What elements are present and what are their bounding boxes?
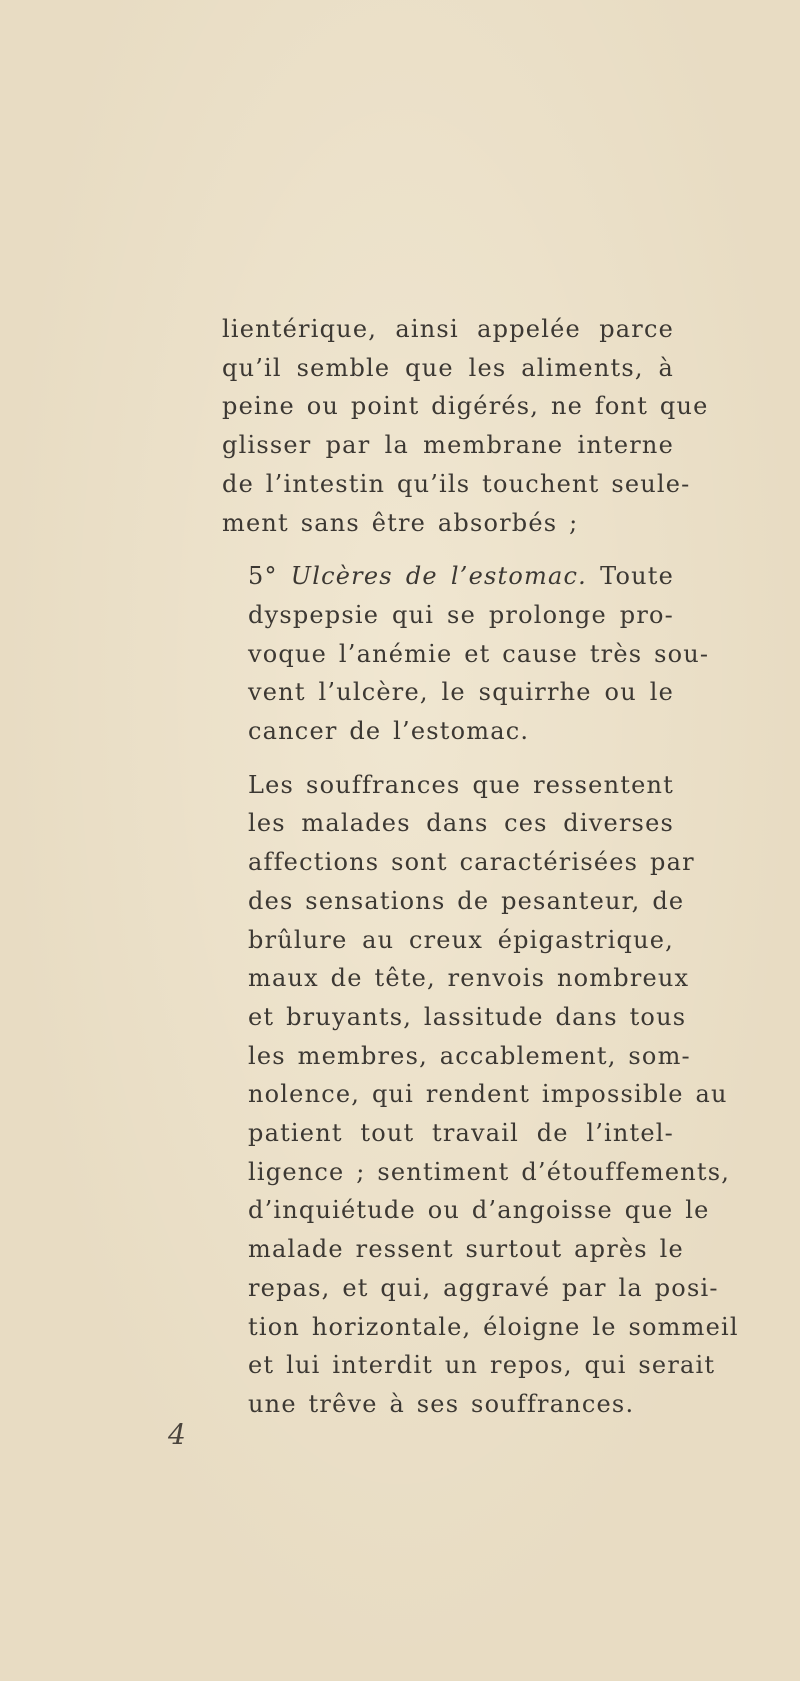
- item-number: 5°: [248, 562, 291, 591]
- text-line: nolence, qui rendent impossible au: [248, 1080, 728, 1109]
- text-line: affections sont caractérisées par: [248, 848, 695, 877]
- text-line: une trêve à ses souffrances.: [248, 1389, 635, 1418]
- text-line: malade ressent surtout après le: [248, 1235, 684, 1264]
- paragraph-ulceres: [222, 557, 710, 751]
- text-line: de l’intestin qu’ils touchent seule-: [222, 469, 691, 498]
- text-line: et lui interdit un repos, qui serait: [248, 1351, 716, 1380]
- text-line: voque l’anémie et cause très sou-: [248, 639, 710, 668]
- text-line: les malades dans ces diverses: [248, 809, 674, 838]
- text-line: ligence ; sentiment d’étouffements,: [248, 1157, 731, 1186]
- text-line: patient tout travail de l’intel-: [248, 1119, 674, 1148]
- text-line: tion horizontale, éloigne le sommeil: [248, 1312, 739, 1341]
- text-line: maux de tête, renvois nombreux: [248, 964, 690, 993]
- text-line: [222, 557, 674, 596]
- text-line: des sensations de pesanteur, de: [248, 886, 685, 915]
- text-line: Les souffrances que ressentent: [248, 770, 674, 799]
- text-line: ment sans être absorbés ;: [222, 508, 579, 537]
- body-text: [222, 310, 739, 1424]
- paragraph-lienterique: [222, 310, 709, 542]
- text-line: qu’il semble que les aliments, à: [222, 353, 674, 382]
- paragraph-souffrances: [222, 766, 739, 1424]
- text-fragment: Toute: [587, 562, 675, 591]
- text-line: d’inquiétude ou d’angoisse que le: [248, 1196, 710, 1225]
- section-heading-italic: Ulcères de l’estomac.: [290, 562, 587, 591]
- text-line: cancer de l’estomac.: [248, 717, 530, 746]
- text-line: peine ou point digérés, ne font que: [222, 392, 709, 421]
- text-line: et bruyants, lassitude dans tous: [248, 1002, 687, 1031]
- text-line: lientérique, ainsi appelée parce: [222, 315, 674, 343]
- text-line: glisser par la membrane interne: [222, 431, 674, 460]
- text-line: repas, et qui, aggravé par la posi-: [248, 1273, 719, 1302]
- page-number: 4: [168, 1418, 186, 1451]
- text-line: les membres, accablement, som-: [248, 1041, 691, 1070]
- text-line: vent l’ulcère, le squirrhe ou le: [248, 678, 674, 707]
- text-line: dyspepsie qui se prolonge pro-: [248, 600, 674, 629]
- text-line: brûlure au creux épigastrique,: [248, 925, 674, 954]
